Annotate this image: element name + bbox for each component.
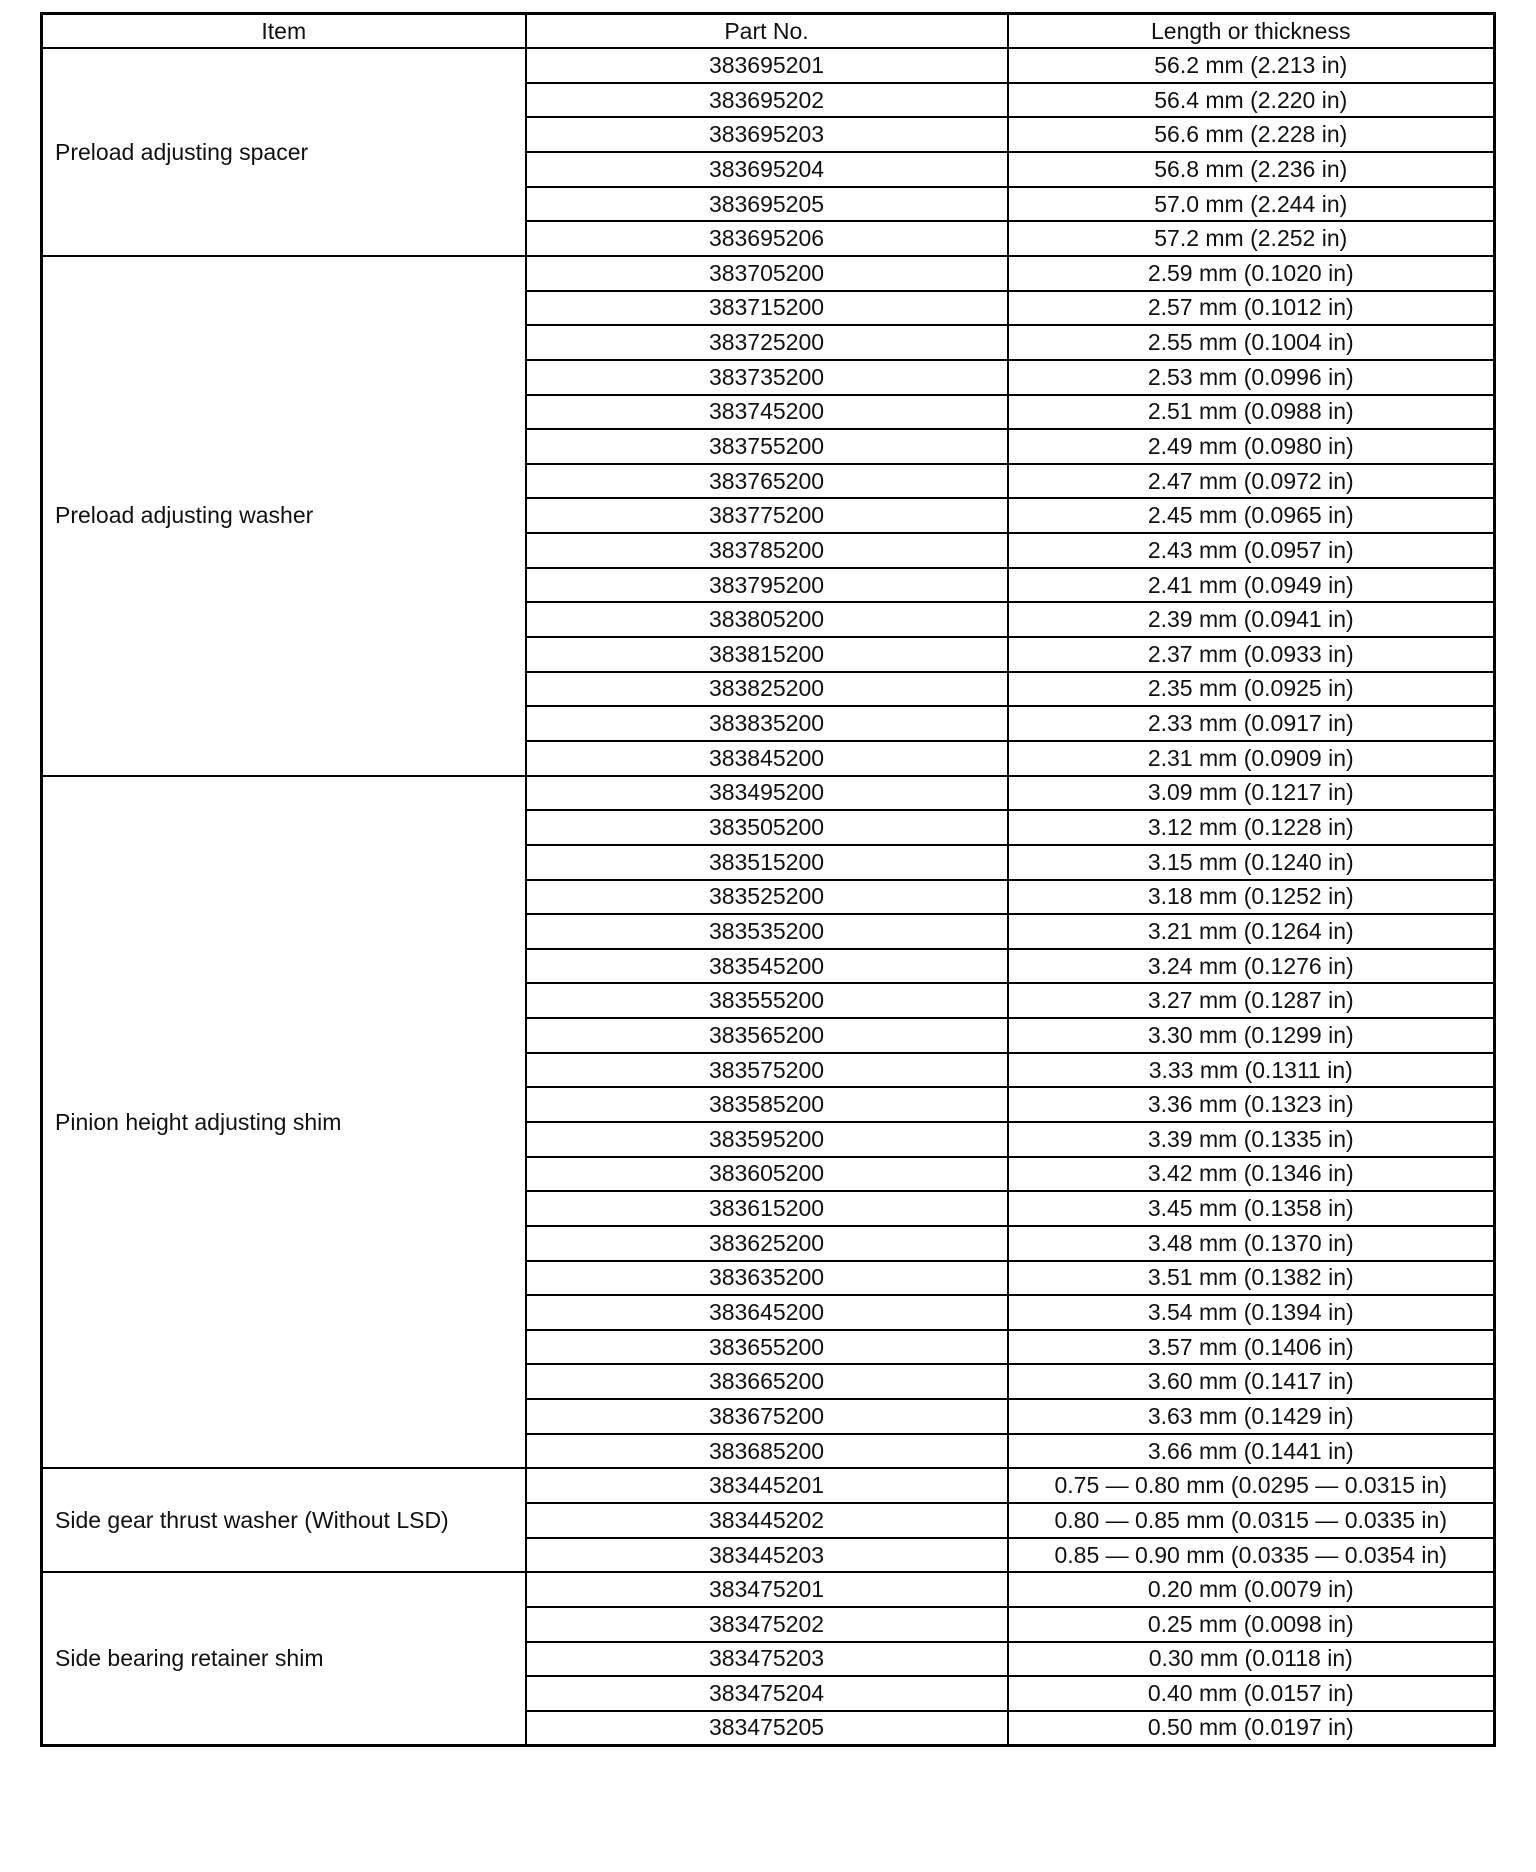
length-cell: 3.48 mm (0.1370 in): [1008, 1226, 1495, 1261]
part-number-cell: 383605200: [526, 1157, 1008, 1192]
length-cell: 2.51 mm (0.0988 in): [1008, 395, 1495, 430]
part-number-cell: 383765200: [526, 464, 1008, 499]
part-number-cell: 383495200: [526, 776, 1008, 811]
length-cell: 56.8 mm (2.236 in): [1008, 152, 1495, 187]
part-number-cell: 383695201: [526, 48, 1008, 83]
length-cell: 3.51 mm (0.1382 in): [1008, 1261, 1495, 1296]
part-number-cell: 383735200: [526, 360, 1008, 395]
length-cell: 2.53 mm (0.0996 in): [1008, 360, 1495, 395]
part-number-cell: 383545200: [526, 949, 1008, 984]
part-number-cell: 383555200: [526, 983, 1008, 1018]
part-number-cell: 383695203: [526, 117, 1008, 152]
part-number-cell: 383525200: [526, 880, 1008, 915]
length-cell: 2.47 mm (0.0972 in): [1008, 464, 1495, 499]
part-number-cell: 383695204: [526, 152, 1008, 187]
part-number-cell: 383725200: [526, 325, 1008, 360]
part-number-cell: 383785200: [526, 533, 1008, 568]
part-number-cell: 383645200: [526, 1295, 1008, 1330]
part-number-cell: 383615200: [526, 1191, 1008, 1226]
item-name-cell: Preload adjusting spacer: [42, 48, 526, 256]
part-number-cell: 383575200: [526, 1053, 1008, 1088]
length-cell: 2.57 mm (0.1012 in): [1008, 291, 1495, 326]
length-cell: 2.49 mm (0.0980 in): [1008, 429, 1495, 464]
part-number-cell: 383845200: [526, 741, 1008, 776]
length-cell: 2.35 mm (0.0925 in): [1008, 672, 1495, 707]
length-cell: 2.59 mm (0.1020 in): [1008, 256, 1495, 291]
length-cell: 56.4 mm (2.220 in): [1008, 83, 1495, 118]
part-number-cell: 383695202: [526, 83, 1008, 118]
part-number-cell: 383595200: [526, 1122, 1008, 1157]
length-cell: 2.55 mm (0.1004 in): [1008, 325, 1495, 360]
item-name-cell: Preload adjusting washer: [42, 256, 526, 776]
part-number-cell: 383585200: [526, 1087, 1008, 1122]
table-row: [42, 256, 1495, 291]
part-number-cell: 383705200: [526, 256, 1008, 291]
length-cell: 3.45 mm (0.1358 in): [1008, 1191, 1495, 1226]
part-number-cell: 383475204: [526, 1676, 1008, 1711]
length-cell: 3.42 mm (0.1346 in): [1008, 1157, 1495, 1192]
length-cell: 0.75 — 0.80 mm (0.0295 — 0.0315 in): [1008, 1468, 1495, 1503]
length-cell: 56.2 mm (2.213 in): [1008, 48, 1495, 83]
length-cell: 2.33 mm (0.0917 in): [1008, 706, 1495, 741]
part-number-cell: 383655200: [526, 1330, 1008, 1365]
length-cell: 2.41 mm (0.0949 in): [1008, 568, 1495, 603]
part-number-cell: 383795200: [526, 568, 1008, 603]
length-cell: 0.20 mm (0.0079 in): [1008, 1572, 1495, 1607]
header-part-no: Part No.: [526, 14, 1008, 49]
length-cell: 0.50 mm (0.0197 in): [1008, 1711, 1495, 1746]
length-cell: 2.31 mm (0.0909 in): [1008, 741, 1495, 776]
table-body: [42, 48, 1495, 1745]
part-number-cell: 383445202: [526, 1503, 1008, 1538]
part-number-cell: 383695205: [526, 187, 1008, 222]
part-number-cell: 383505200: [526, 810, 1008, 845]
part-number-cell: 383675200: [526, 1399, 1008, 1434]
part-number-cell: 383475201: [526, 1572, 1008, 1607]
part-number-cell: 383805200: [526, 602, 1008, 637]
header-length: Length or thickness: [1008, 14, 1495, 49]
length-cell: 3.21 mm (0.1264 in): [1008, 914, 1495, 949]
part-number-cell: 383825200: [526, 672, 1008, 707]
length-cell: 3.66 mm (0.1441 in): [1008, 1434, 1495, 1469]
length-cell: 2.37 mm (0.0933 in): [1008, 637, 1495, 672]
part-number-cell: 383745200: [526, 395, 1008, 430]
length-cell: 0.25 mm (0.0098 in): [1008, 1607, 1495, 1642]
part-number-cell: 383515200: [526, 845, 1008, 880]
length-cell: 2.39 mm (0.0941 in): [1008, 602, 1495, 637]
length-cell: 3.63 mm (0.1429 in): [1008, 1399, 1495, 1434]
part-number-cell: 383695206: [526, 221, 1008, 256]
part-number-cell: 383475203: [526, 1642, 1008, 1677]
length-cell: 3.24 mm (0.1276 in): [1008, 949, 1495, 984]
part-number-cell: 383755200: [526, 429, 1008, 464]
length-cell: 0.40 mm (0.0157 in): [1008, 1676, 1495, 1711]
length-cell: 3.12 mm (0.1228 in): [1008, 810, 1495, 845]
part-number-cell: 383775200: [526, 498, 1008, 533]
length-cell: 3.54 mm (0.1394 in): [1008, 1295, 1495, 1330]
item-name-cell: Side gear thrust washer (Without LSD): [42, 1468, 526, 1572]
length-cell: 3.36 mm (0.1323 in): [1008, 1087, 1495, 1122]
part-number-cell: 383815200: [526, 637, 1008, 672]
length-cell: 3.30 mm (0.1299 in): [1008, 1018, 1495, 1053]
table-row: [42, 1468, 1495, 1503]
length-cell: 2.43 mm (0.0957 in): [1008, 533, 1495, 568]
part-number-cell: 383445203: [526, 1538, 1008, 1573]
length-cell: 2.45 mm (0.0965 in): [1008, 498, 1495, 533]
header-item: Item: [42, 14, 526, 49]
length-cell: 3.15 mm (0.1240 in): [1008, 845, 1495, 880]
length-cell: 57.2 mm (2.252 in): [1008, 221, 1495, 256]
part-number-cell: 383565200: [526, 1018, 1008, 1053]
table-row: [42, 48, 1495, 83]
part-number-cell: 383635200: [526, 1261, 1008, 1296]
part-number-cell: 383685200: [526, 1434, 1008, 1469]
length-cell: 3.33 mm (0.1311 in): [1008, 1053, 1495, 1088]
item-name-cell: Side bearing retainer shim: [42, 1572, 526, 1745]
length-cell: 0.80 — 0.85 mm (0.0315 — 0.0335 in): [1008, 1503, 1495, 1538]
part-number-cell: 383835200: [526, 706, 1008, 741]
part-number-cell: 383665200: [526, 1364, 1008, 1399]
length-cell: 0.30 mm (0.0118 in): [1008, 1642, 1495, 1677]
header-row: [42, 14, 1495, 49]
part-number-cell: 383445201: [526, 1468, 1008, 1503]
length-cell: 3.57 mm (0.1406 in): [1008, 1330, 1495, 1365]
length-cell: 3.09 mm (0.1217 in): [1008, 776, 1495, 811]
table-row: [42, 1572, 1495, 1607]
length-cell: 3.18 mm (0.1252 in): [1008, 880, 1495, 915]
part-number-cell: 383535200: [526, 914, 1008, 949]
length-cell: 56.6 mm (2.228 in): [1008, 117, 1495, 152]
length-cell: 3.27 mm (0.1287 in): [1008, 983, 1495, 1018]
length-cell: 3.60 mm (0.1417 in): [1008, 1364, 1495, 1399]
part-number-cell: 383625200: [526, 1226, 1008, 1261]
part-number-cell: 383475205: [526, 1711, 1008, 1746]
item-name-cell: Pinion height adjusting shim: [42, 776, 526, 1469]
length-cell: 3.39 mm (0.1335 in): [1008, 1122, 1495, 1157]
part-number-cell: 383475202: [526, 1607, 1008, 1642]
part-number-cell: 383715200: [526, 291, 1008, 326]
length-cell: 0.85 — 0.90 mm (0.0335 — 0.0354 in): [1008, 1538, 1495, 1573]
table-row: [42, 776, 1495, 811]
parts-table: [40, 12, 1496, 1747]
length-cell: 57.0 mm (2.244 in): [1008, 187, 1495, 222]
